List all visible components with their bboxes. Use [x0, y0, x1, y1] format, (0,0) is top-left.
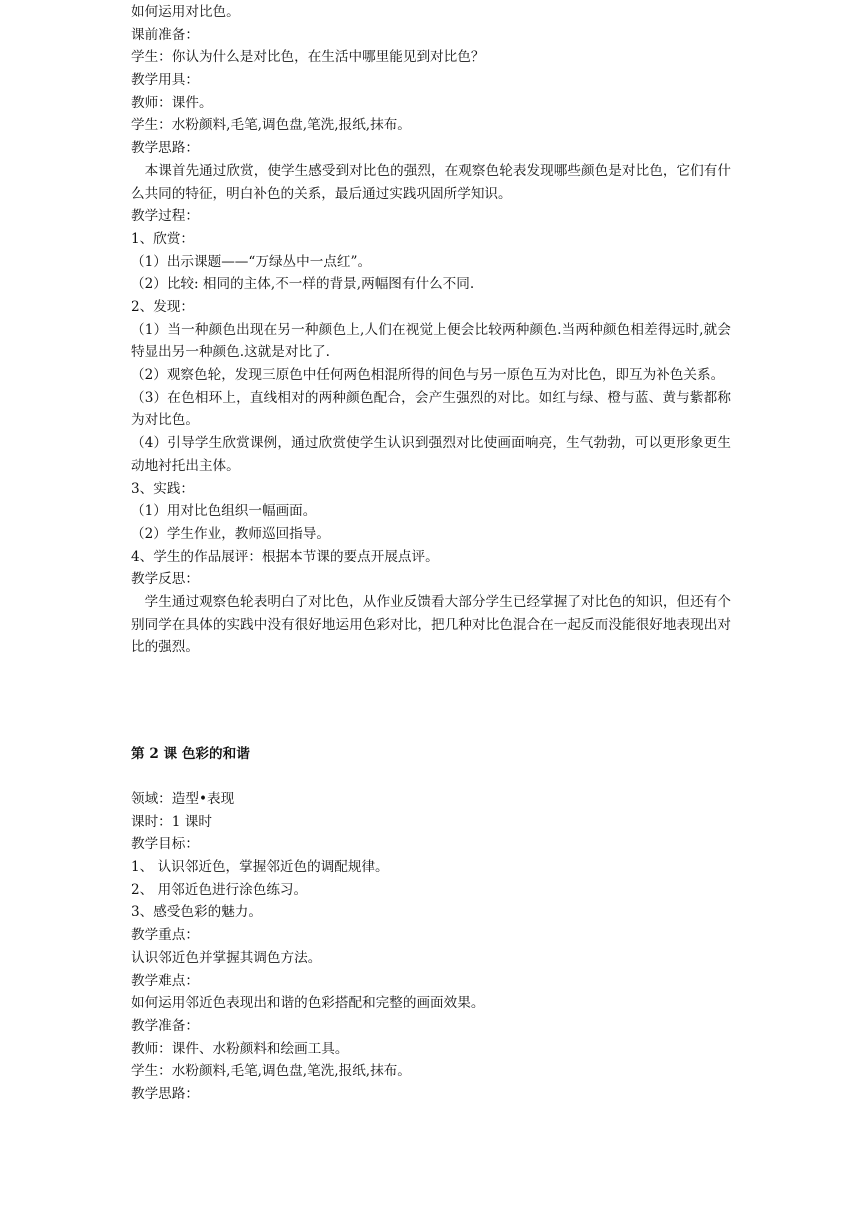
step-heading: 3、实践： [131, 480, 195, 497]
step-heading: 2、发现： [131, 298, 195, 315]
list-item: （2）比较: 相同的主体,不一样的背景,两幅图有什么不同. [131, 276, 475, 293]
paragraph: 本课首先通过欣赏，使学生感受到对比色的强烈，在观察色轮表发现哪些颜色是对比色，它们有什么共同的特征，明白补色的关系，最后通过实践巩固所学知识。 [131, 162, 731, 202]
section-label: 教学重点： [131, 927, 199, 944]
section-label: 课前准备： [131, 26, 199, 43]
step-heading: 4、学生的作品展评：根据本节课的要点开展点评。 [131, 548, 439, 565]
lesson-title: 第 2 课 色彩的和谐 [131, 746, 250, 762]
text-line: 课时：1 课时 [131, 813, 212, 830]
text-line: 领域：造型•表现 [131, 791, 235, 807]
text-line: 如何运用对比色。 [131, 4, 240, 20]
section-label: 教学过程： [131, 208, 199, 225]
list-item: 1、 认识邻近色，掌握邻近色的调配规律。 [131, 859, 389, 876]
text-line: 学生：水粉颜料,毛笔,调色盘,笔洗,报纸,抹布。 [131, 117, 411, 134]
text-line: 如何运用邻近色表现出和谐的色彩搭配和完整的画面效果。 [131, 995, 485, 1012]
lesson2-title-block [131, 743, 731, 766]
text-line: 认识邻近色并掌握其调色方法。 [131, 949, 322, 966]
section-label: 教学思路： [131, 140, 199, 157]
text-line: 学生：你认为什么是对比色，在生活中哪里能见到对比色？ [131, 49, 485, 66]
list-item: （4）引导学生欣赏课例，通过欣赏使学生认识到强烈对比使画面响亮，生气勃勃，可以更形象更生动地衬托出主体。 [131, 435, 731, 474]
list-item: （3）在色相环上，直线相对的两种颜色配合，会产生强烈的对比。如红与绿、橙与蓝、黄与紫都称为对比色。 [131, 389, 731, 429]
list-item: （2）学生作业，教师巡回指导。 [131, 525, 330, 542]
list-item: 3、感受色彩的魅力。 [131, 904, 262, 921]
section-label: 教学目标： [131, 836, 199, 853]
section-label: 教学思路： [131, 1085, 199, 1102]
list-item: （1）用对比色组织一幅画面。 [131, 503, 317, 520]
section-label: 教学难点： [131, 972, 199, 989]
list-item: （1）出示课题——“万绿丛中一点红”。 [131, 253, 372, 270]
section-label: 教学用具： [131, 72, 199, 89]
section-label: 教学反思： [131, 571, 199, 588]
section-label: 教学准备： [131, 1017, 199, 1034]
list-item: 2、 用邻近色进行涂色练习。 [131, 881, 308, 898]
paragraph: 学生通过观察色轮表明白了对比色，从作业反馈看大部分学生已经掌握了对比色的知识，但还有个别同学在具体的实践中没有很好地运用色彩对比，把几种对比色混合在一起反而没能很好地表现出对比的强烈。 [131, 594, 731, 656]
list-item: （2）观察色轮，发现三原色中任何两色相混所得的间色与另一原色互为对比色，即互为补色关系。 [131, 367, 725, 384]
lesson2-section [131, 788, 731, 1106]
text-line: 学生：水粉颜料,毛笔,调色盘,笔洗,报纸,抹布。 [131, 1063, 411, 1080]
step-heading: 1、欣赏： [131, 230, 195, 247]
lesson1-continued-section [131, 1, 731, 659]
list-item: （1）当一种颜色出现在另一种颜色上,人们在视觉上便会比较两种颜色.当两种颜色相差得远时,就会特显出另一种颜色.这就是对比了. [131, 321, 731, 361]
text-line: 教师：课件、水粉颜料和绘画工具。 [131, 1040, 349, 1057]
text-line: 教师：课件。 [131, 94, 213, 111]
